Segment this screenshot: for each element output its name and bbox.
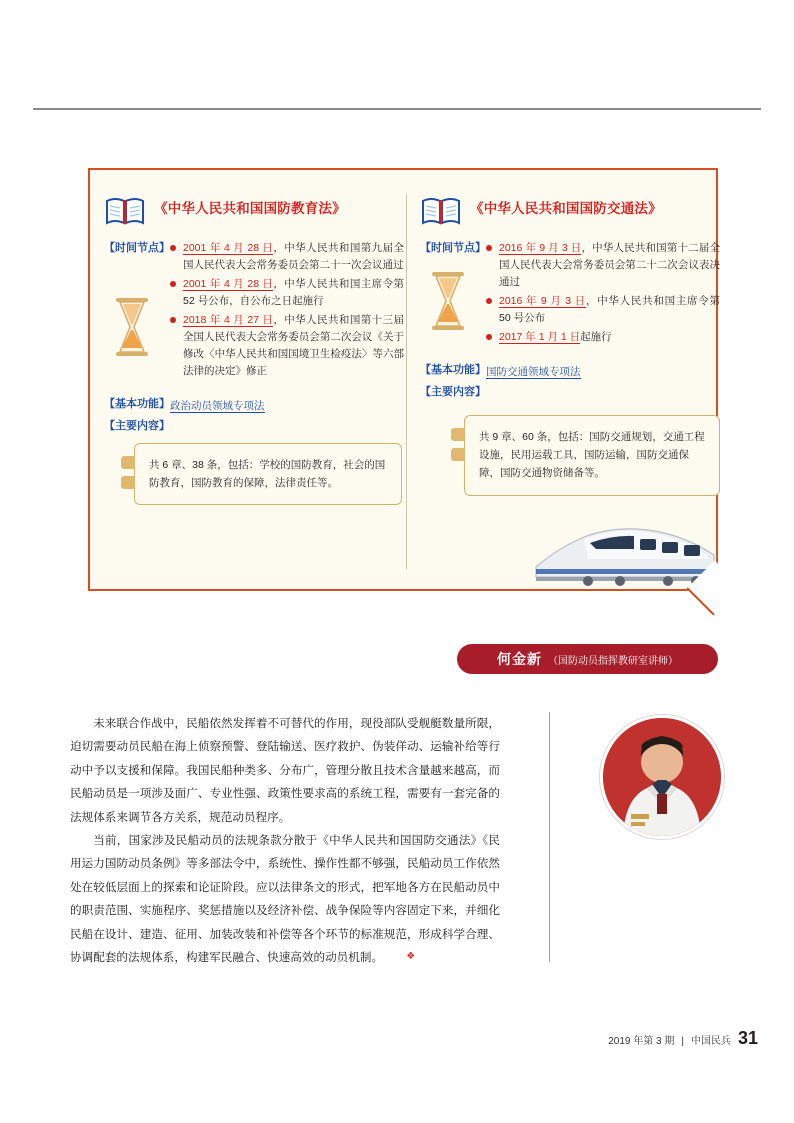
note-tab-icon [121,456,135,469]
high-speed-train-illustration [528,515,718,587]
page-footer [608,1028,758,1049]
timeline-date: 2016 年 9 月 3 日 [499,242,582,254]
content-note-left [134,443,402,506]
content-label-left: 【主要内容】 [104,420,170,432]
function-section-right [420,362,720,380]
hourglass-icon [110,296,154,358]
timeline-text: ，中华人民共和国第十三届全国人民代表大会常务委员会第二次会议《关于修改〈中华人民共和国国境卫生检疫法〉等六部法律的决定》修正 [183,314,405,377]
timeline-item [170,276,404,310]
note-tab-icon [121,476,135,489]
note-tab-icon [451,448,465,461]
timeline-item [486,329,720,346]
open-book-icon [420,196,462,226]
function-value-left: 政治动员领域专项法 [170,400,265,412]
law-column-left [104,194,404,505]
paragraph-1: 未来联合作战中，民船依然发挥着不可替代的作用，现役部队受舰艇数量所限，迫切需要动员民船在海上侦察预警、登陆输送、医疗救护、伪装佯动、运输补给等行动中予以支援和保障。我国民船种类多、分布广，管理分散且技术含量越来越高，而民船动员是一项涉及面广、专业性强、政策性要求高的系统工程，需要有一套完备的法规体系来调节各方关系，规范动员程序。 [70,717,500,824]
law-title-right: 《中华人民共和国国防交通法》 [470,201,662,216]
timeline-item [170,240,404,274]
timeline-label-left: 【时间节点】 [104,242,170,254]
timeline-date: 2017 年 1 月 1 日 [499,331,581,343]
end-mark-icon: ❖ [406,951,416,963]
law-column-right [420,194,720,496]
footer-separator: | [681,1036,684,1047]
hourglass-icon [426,270,470,332]
function-label-left: 【基本功能】 [104,398,170,410]
top-divider [33,108,761,110]
column-divider [406,194,407,569]
author-name: 何金新 [497,651,542,667]
law-header-left [104,194,404,226]
law-header-right [420,194,720,226]
right-column-rule [549,712,550,962]
open-book-icon [104,196,146,226]
paragraph-2 [70,829,500,969]
timeline-section-right [420,240,720,348]
page-number: 31 [737,1028,758,1048]
content-note-text-left: 共 6 章、38 条，包括：学校的国防教育，社会的国防教育，国防教育的保障，法律责任等。 [149,458,386,489]
timeline-text: ，中华人民共和国第十二届全国人民代表大会常务委员会第二十二次会议表决通过 [499,242,721,288]
function-label-right: 【基本功能】 [420,364,486,376]
note-tab-icon [451,428,465,441]
timeline-date: 2001 年 4 月 28 日 [183,242,274,254]
timeline-section-left [104,240,404,382]
timeline-text: ，中华人民共和国主席令第 50 号公布 [499,295,721,324]
function-section-left [104,396,404,414]
author-badge [457,644,718,674]
timeline-text: 起施行 [580,331,612,343]
content-note-text-right: 共 9 章、60 条，包括：国防交通规划，交通工程设施，民用运载工具，国防运输，国防交通保障，国防交通物资储备等。 [479,430,705,480]
timeline-date: 2001 年 4 月 28 日 [183,278,274,290]
timeline-label-right: 【时间节点】 [420,242,486,254]
magazine-name: 中国民兵 [690,1036,731,1047]
law-infobox [88,168,721,591]
timeline-text: ，中华人民共和国主席令第 52 号公布，自公布之日起施行 [183,278,405,307]
avatar [600,715,724,839]
timeline-item [486,240,720,291]
timeline-items-right [486,240,720,348]
content-section-right [420,384,720,496]
timeline-item [170,312,404,380]
timeline-items-left [170,240,404,382]
timeline-text: ，中华人民共和国第九届全国人民代表大会常务委员会第二十一次会议通过 [183,242,405,271]
timeline-item [486,293,720,327]
article-body [70,712,500,969]
author-role: （国防动员指挥教研室讲师） [548,655,678,667]
law-title-left: 《中华人民共和国国防教育法》 [154,201,346,216]
content-label-right: 【主要内容】 [420,386,486,398]
content-note-right [464,415,720,496]
content-section-left [104,418,404,505]
paragraph-2-text: 当前，国家涉及民船动员的法规条款分散于《中华人民共和国国防交通法》《民用运力国防动员条例》等多部法令中，系统性、操作性都不够强，民船动员工作依然处在较低层面上的探索和论证阶段。应以法律条文的形式，把军地各方在民船动员中的职责范围、实施程序、奖惩措施以及经济补偿、战争保险等内容固定下来，并细化民船在设计、建造、征用、加装改装和补偿等各个环节的标准规范，形成科学合理、协调配套的法规体系，构建军民融合、快速高效的动员机制。 [70,834,500,965]
issue-label: 2019 年第 3 期 [608,1036,675,1047]
timeline-date: 2016 年 9 月 3 日 [499,295,586,307]
timeline-date: 2018 年 4 月 27 日 [183,314,274,326]
function-value-right: 国防交通领域专项法 [486,366,581,378]
